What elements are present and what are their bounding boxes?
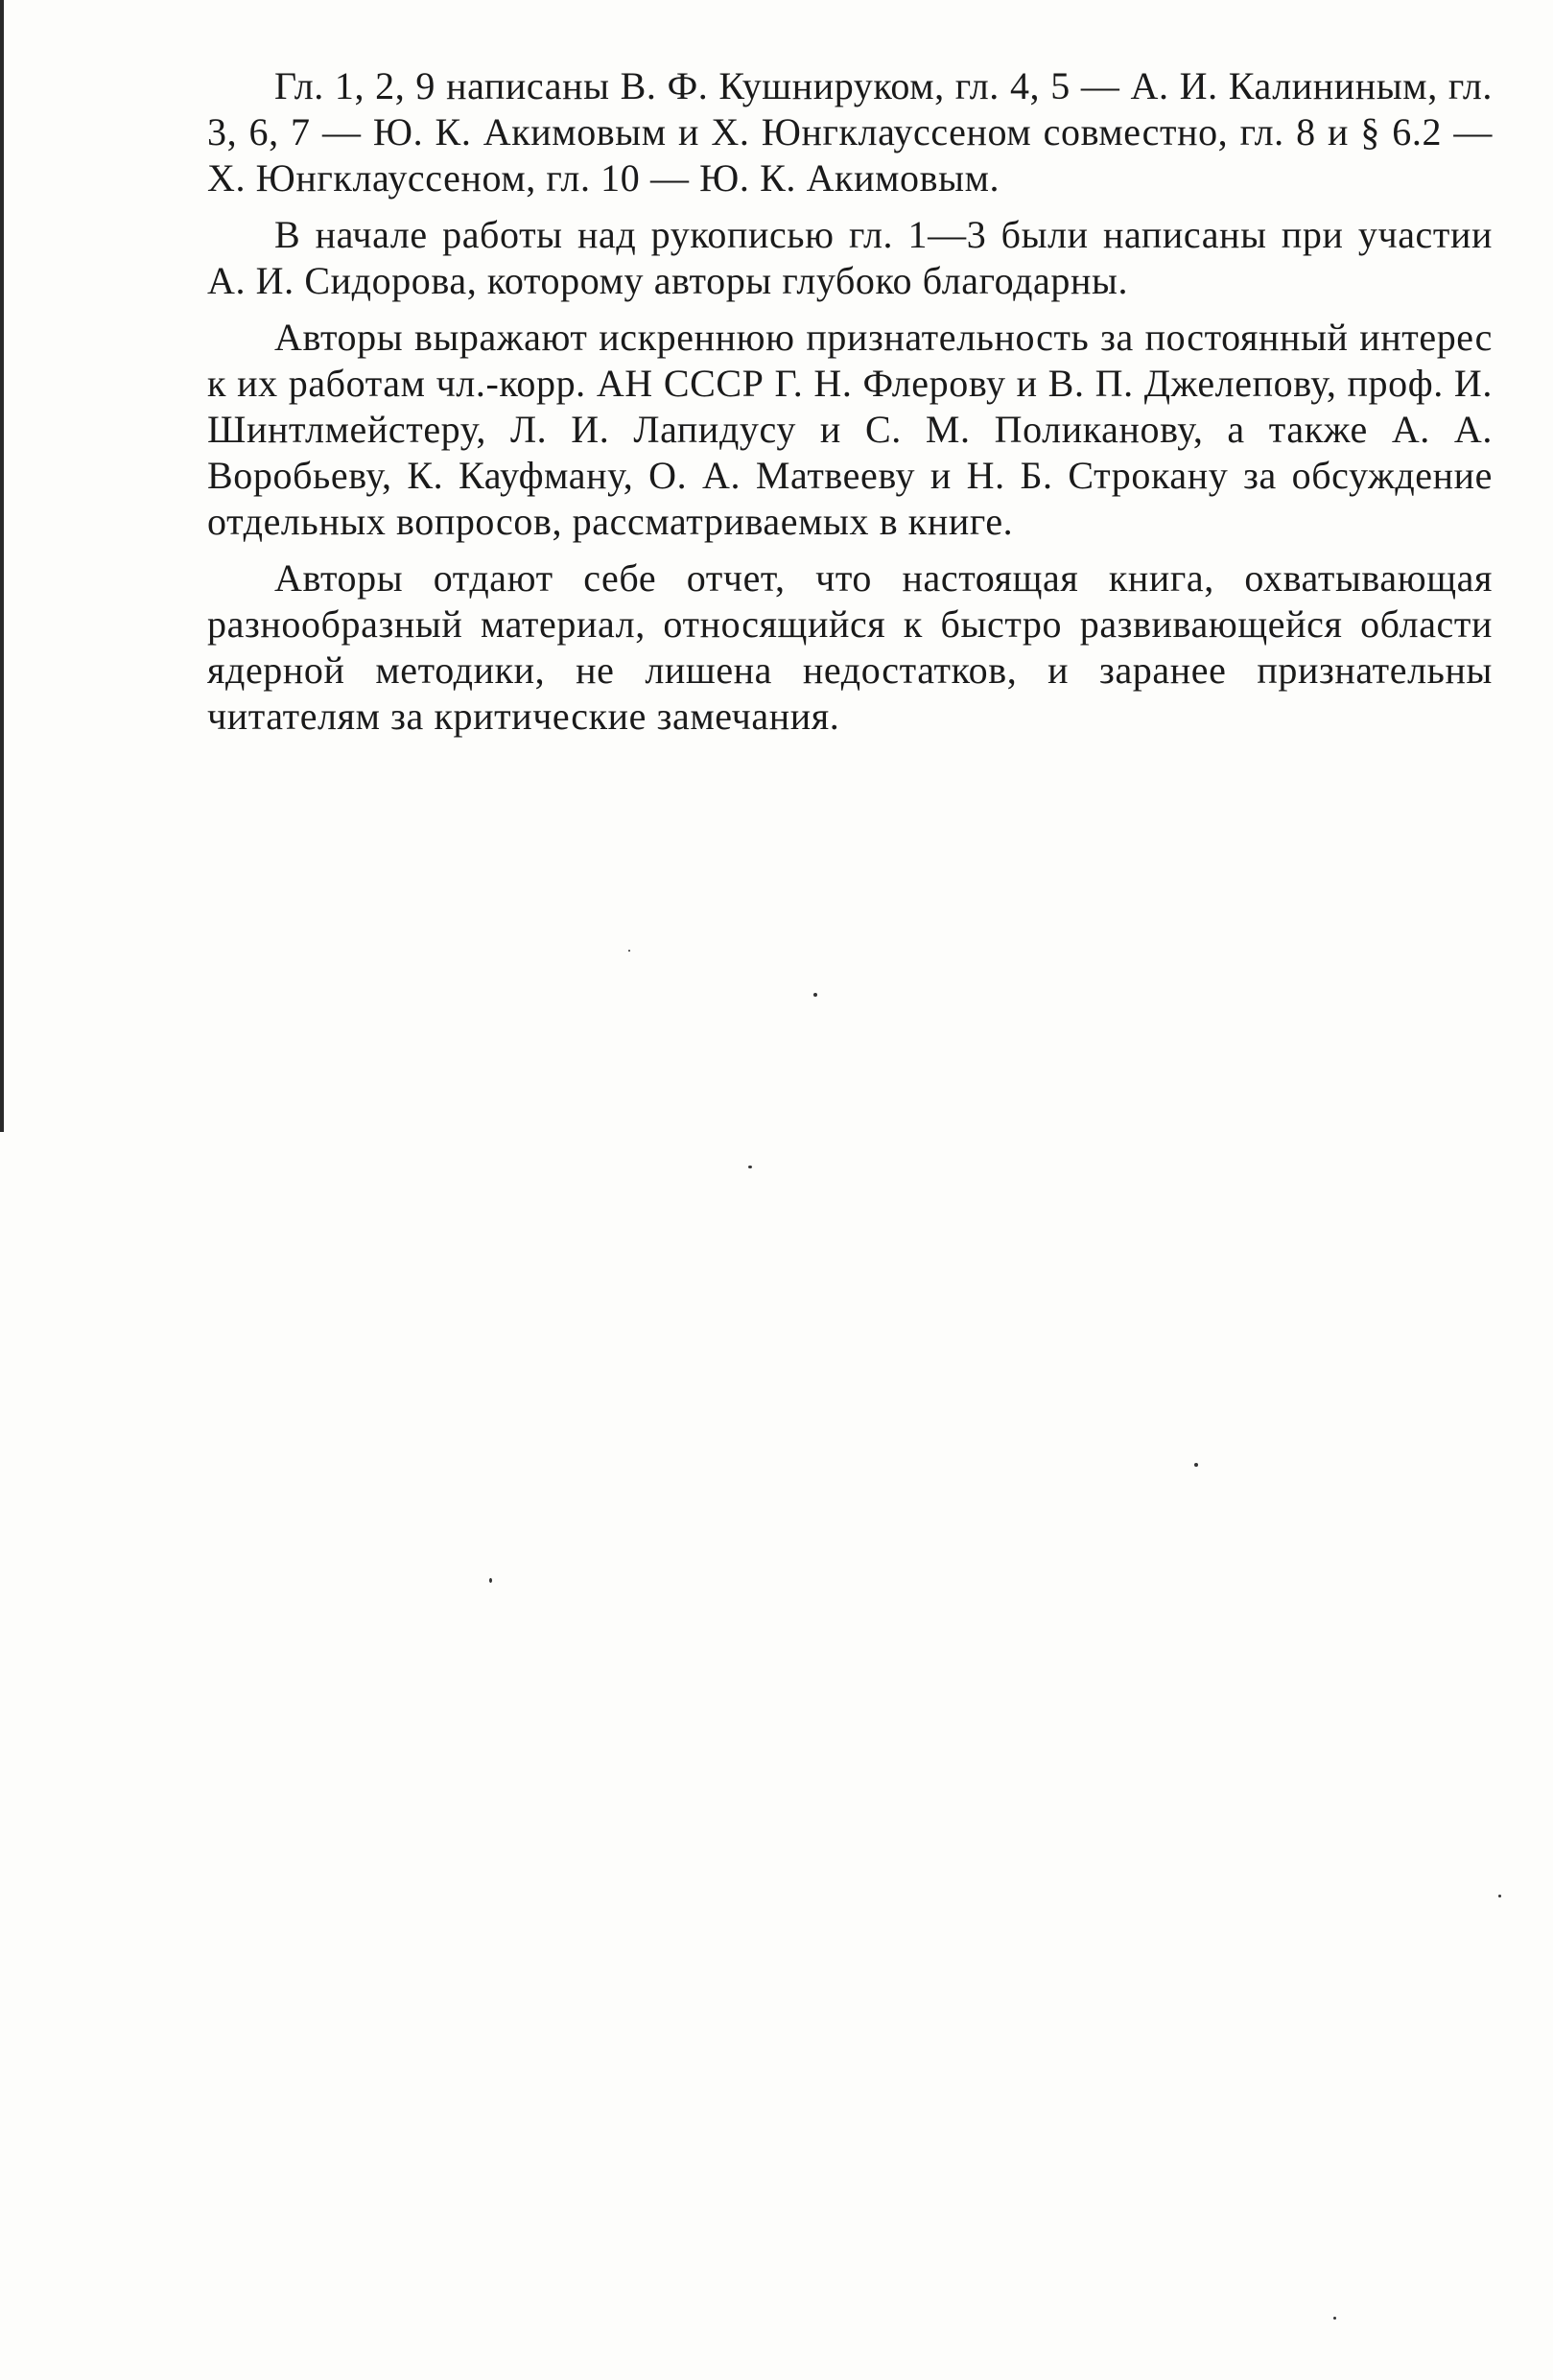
scan-speck xyxy=(628,950,630,952)
scan-speck xyxy=(813,993,817,997)
paragraph-shortcomings: Авторы отдают себе отчет, что настоящая книга, охватывающая разнообразный материал, относящийся к быстро развивающейся области ядерной методики, не лишена недостатков, и заранее признательны читателям за критические замечания. xyxy=(207,556,1493,738)
scan-speck xyxy=(748,1166,752,1168)
page-edge-shadow xyxy=(0,0,4,1132)
scan-speck xyxy=(1194,1463,1198,1467)
preface-text xyxy=(207,63,1493,750)
paragraph-sidorov-thanks: В начале работы над рукописью гл. 1—3 были написаны при участии А. И. Сидорова, которому авторы глубоко благодарны. xyxy=(207,213,1493,302)
paragraph-authorship: Гл. 1, 2, 9 написаны В. Ф. Кушнируком, гл. 4, 5 — А. И. Калининым, гл. 3, 6, 7 — Ю. К. Акимовым и Х. Юнгклауссеном совместно, гл. 8 и § 6.2 — Х. Юнгклауссеном, гл. 10 — Ю. К. Акимовым. xyxy=(207,64,1493,200)
paragraph-acknowledgements: Авторы выражают искреннюю признательность за постоянный интерес к их работам чл.-корр. АН СССР Г. Н. Флерову и В. П. Джелепову, проф. И. Шинтлмейстеру, Л. И. Лапидусу и С. М. Поликанову, а также А. А. Воробьеву, К. Кауфману, О. А. Матвееву и Н. Б. Строкану за обсуждение отдельных вопросов, рассматриваемых в книге. xyxy=(207,316,1493,543)
scan-speck xyxy=(489,1578,492,1583)
scan-speck xyxy=(1498,1895,1501,1897)
scan-speck xyxy=(1333,2317,1336,2320)
